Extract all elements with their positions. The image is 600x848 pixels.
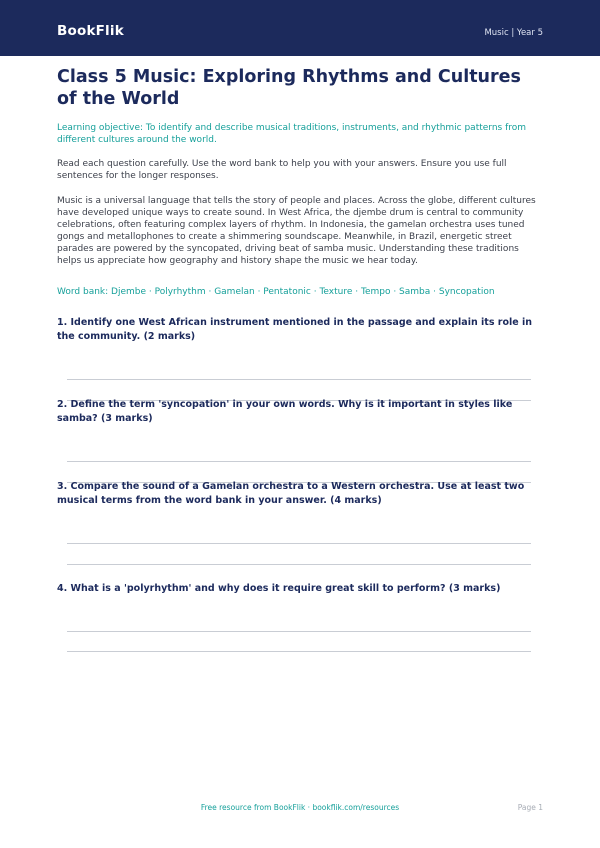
answer-line[interactable]: [67, 651, 531, 652]
answer-line[interactable]: [67, 631, 531, 632]
page-number: Page 1: [517, 803, 543, 812]
instructions: Read each question carefully. Use the word bank to help you with your answers. Ensure you use full sentences for the longer responses.: [57, 159, 507, 181]
question-4: 4. What is a 'polyrhythm' and why does it require great skill to perform? (3 marks): [57, 583, 501, 594]
header-bar: [0, 0, 600, 56]
question-2: 2. Define the term 'syncopation' in your own words. Why is it important in styles like samba? (3 marks): [57, 399, 513, 424]
reading-passage: Music is a universal language that tells the story of people and places. Across the globe, different cultures have developed unique ways to create sound. In West Africa, the djembe drum is central to community celebrations, often featuring complex layers of rhythm. In Indonesia, the gamelan orchestra uses tuned gongs and metallophones to create a shimmering soundscape. Meanwhile, in Brazil, energetic street parades are powered by the syncopated, driving beat of samba music. Understanding these traditions helps us appreciate how geography and history shape the music we hear today.: [57, 196, 536, 266]
footer-resource-link[interactable]: Free resource from BookFlik · bookflik.com/resources: [200, 803, 400, 812]
question-3: 3. Compare the sound of a Gamelan orchestra to a Western orchestra. Use at least two musical terms from the word bank in your answer. (4 marks): [57, 481, 525, 506]
answer-line[interactable]: [67, 379, 531, 380]
page-title: Class 5 Music: Exploring Rhythms and Cultures of the World: [57, 67, 521, 109]
learning-objective: Learning objective: To identify and describe musical traditions, instruments, and rhythmic patterns from different cultures around the world.: [57, 123, 527, 145]
word-bank: Word bank: Djembe · Polyrhythm · Gamelan · Pentatonic · Texture · Tempo · Samba · Syncopation: [57, 287, 495, 297]
brand-logo[interactable]: BookFlik: [57, 23, 124, 39]
subject-year-label: Music | Year 5: [484, 28, 543, 38]
answer-line[interactable]: [67, 461, 531, 462]
answer-line[interactable]: [67, 543, 531, 544]
answer-line[interactable]: [67, 564, 531, 565]
question-1: 1. Identify one West African instrument mentioned in the passage and explain its role in the community. (2 marks): [57, 317, 533, 342]
